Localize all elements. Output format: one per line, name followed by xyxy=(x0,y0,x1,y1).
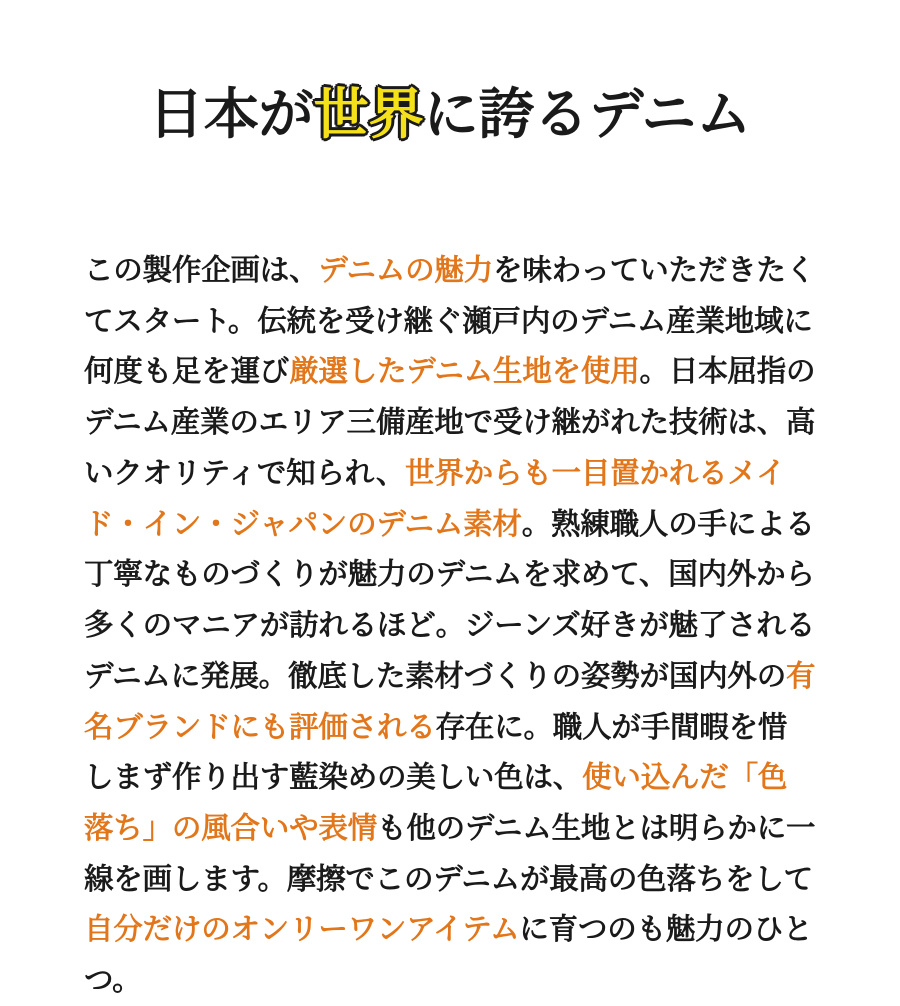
body-text-2: を味わっていただきたくてスタート。伝統を受け継ぐ瀬戸内のデニム産業地域に何度も足を運び xyxy=(84,252,816,389)
body-emphasis-9: 使い込んだ「色落ち」の風合いや表情 xyxy=(84,760,788,846)
body-emphasis-3: 厳選したデニム生地を使用 xyxy=(289,354,640,389)
body-text-4: 。日本屈指のデニム産業のエリア三備産地で受け継がれた技術は、高いクオリティで知られ、 xyxy=(84,354,816,490)
body-text-8: 存在に。職人が手間暇を惜しまず作り出す藍染めの美しい色は、 xyxy=(84,709,788,795)
body-emphasis-11: 自分だけのオンリーワンアイテム xyxy=(84,912,520,947)
headline-text-0: 日本が xyxy=(148,81,314,146)
body-emphasis-5: 世界からも一目置かれるメイド・イン・ジャパンのデニム素材 xyxy=(84,455,786,541)
body-text-12: に育つのも魅力のひとつ。 xyxy=(84,912,813,998)
body-text-0: この製作企画は、 xyxy=(84,252,319,287)
body-paragraph xyxy=(0,183,900,1006)
body-emphasis-7: 有名ブランドにも評価される xyxy=(84,658,816,744)
body-text-10: も他のデニム生地とは明らかに一線を画します。摩擦でこのデニムが最高の色落ちをして xyxy=(84,811,816,896)
headline-container xyxy=(0,0,900,183)
headline-text-2: に誇るデニム xyxy=(423,81,752,146)
headline-highlight-1: 世界 xyxy=(313,81,424,146)
body-emphasis-1: デニムの魅力 xyxy=(318,252,494,287)
page-title xyxy=(149,83,752,146)
body-text-6: 。熟練職人の手による丁寧なものづくりが魅力のデニムを求めて、国内外から多くのマニアが訪れるほど。ジーンズ好きが魅了されるデニムに発展。徹底した素材づくりの姿勢が国内外の xyxy=(84,506,816,693)
